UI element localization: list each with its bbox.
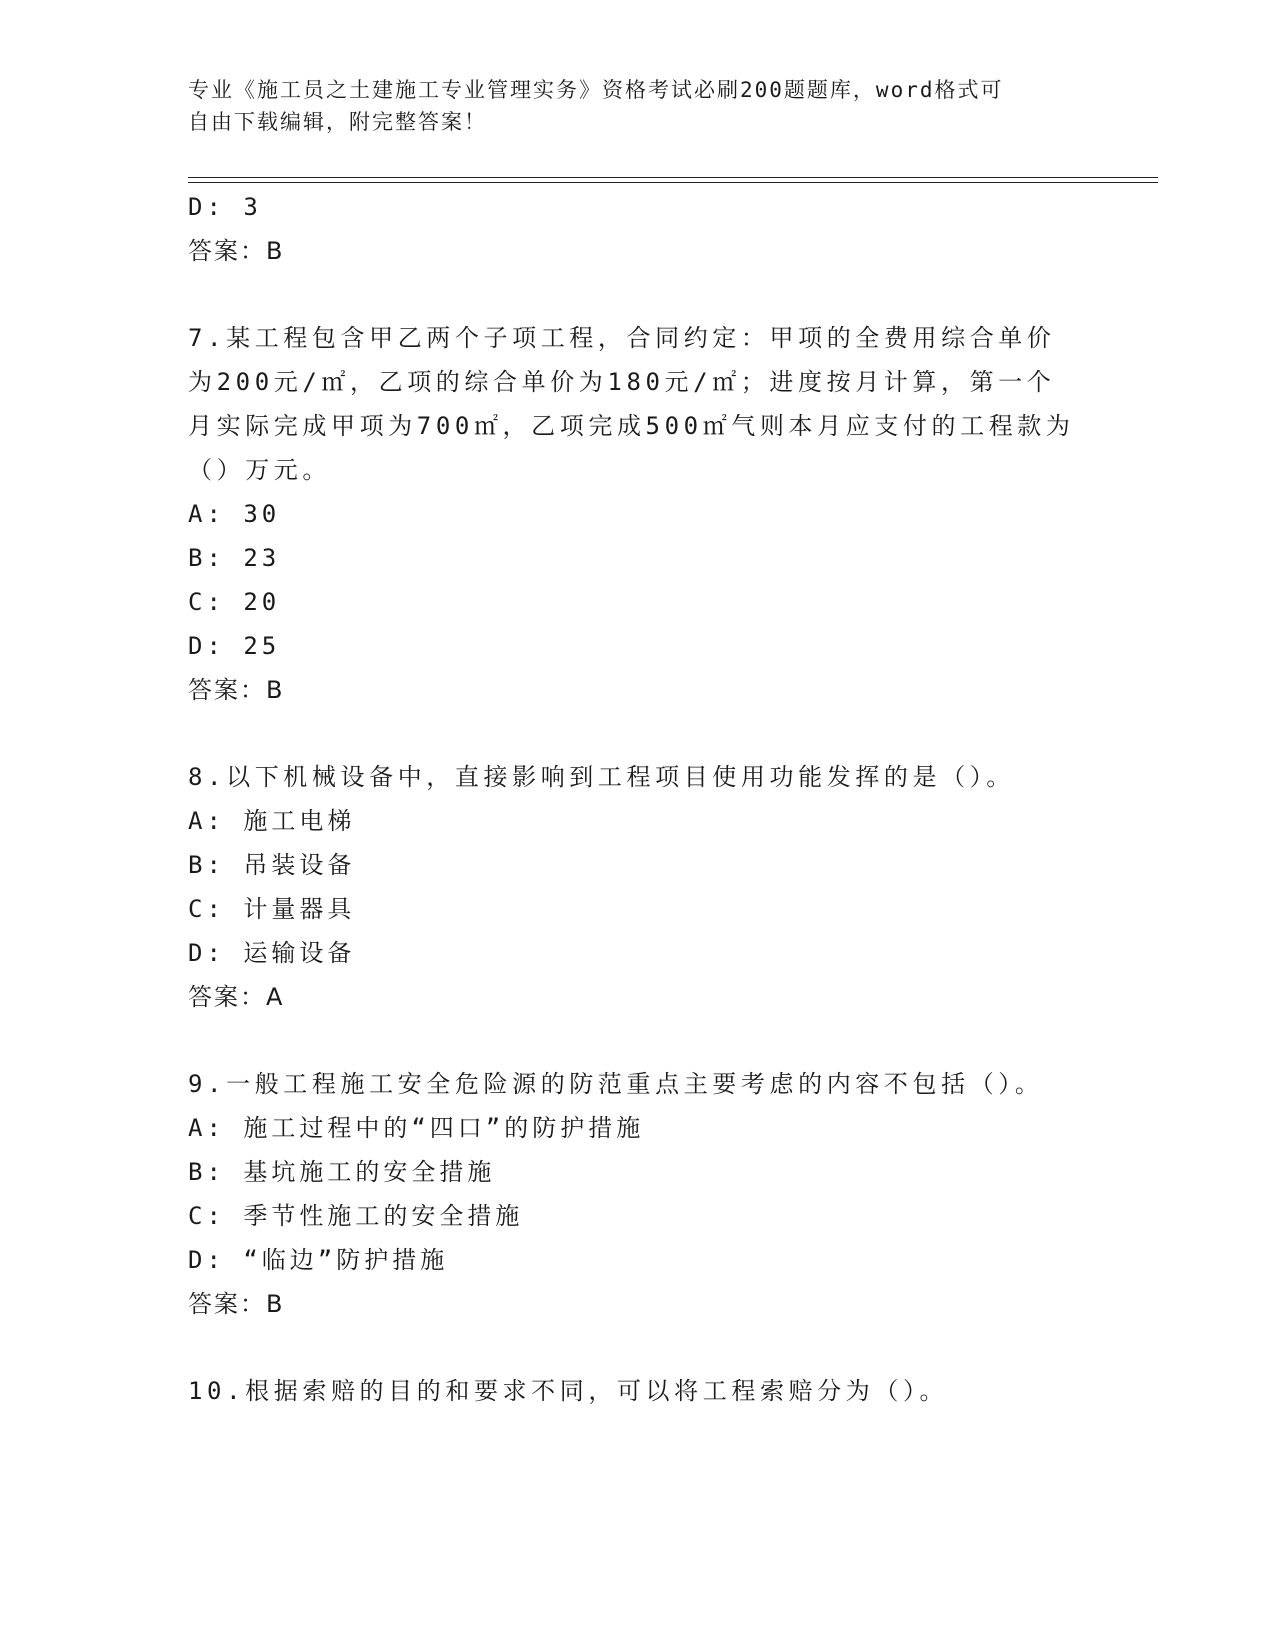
page-header: [188, 74, 1088, 138]
answer-text: 答案：B: [188, 1290, 285, 1318]
header-line: 自由下载编辑，附完整答案！: [188, 110, 487, 134]
question-text: 月实际完成甲项为700㎡，乙项完成500㎡气则本月应支付的工程款为: [188, 412, 1075, 440]
option-text: B: 23: [188, 544, 281, 572]
option-text: D: 25: [188, 632, 281, 660]
question-text: 7.某工程包含甲乙两个子项工程，合同约定：甲项的全费用综合单价: [188, 324, 1056, 352]
question-text: 为200元/㎡，乙项的综合单价为180元/㎡；进度按月计算，第一个: [188, 368, 1056, 396]
answer-text: 答案：B: [188, 237, 285, 265]
option-text: B: 吊装设备: [188, 851, 356, 879]
answer-text: 答案：A: [188, 983, 285, 1011]
option-text: C: 季节性施工的安全措施: [188, 1202, 524, 1230]
question-text: 9.一般工程施工安全危险源的防范重点主要考虑的内容不包括（）。: [188, 1070, 1044, 1098]
answer-text: 答案：B: [188, 676, 285, 704]
option-text: A: 30: [188, 500, 281, 528]
header-line: 专业《施工员之土建施工专业管理实务》资格考试必刷200题题库，word格式可: [188, 78, 1004, 102]
option-text: D: 运输设备: [188, 939, 356, 967]
option-text: D: “临边”防护措施: [188, 1246, 449, 1274]
option-text: A: 施工电梯: [188, 807, 356, 835]
option-text: C: 20: [188, 588, 281, 616]
question-text: 8.以下机械设备中，直接影响到工程项目使用功能发挥的是（）。: [188, 763, 1015, 791]
header-divider: [188, 182, 1158, 183]
option-text: A: 施工过程中的“四口”的防护措施: [188, 1114, 645, 1142]
question-text: 10.根据索赔的目的和要求不同，可以将工程索赔分为（）。: [188, 1377, 949, 1405]
option-text: C: 计量器具: [188, 895, 356, 923]
question-text: （）万元。: [188, 456, 331, 484]
option-text: D: 3: [188, 193, 262, 221]
option-text: B: 基坑施工的安全措施: [188, 1158, 496, 1186]
header-divider: [188, 177, 1158, 178]
